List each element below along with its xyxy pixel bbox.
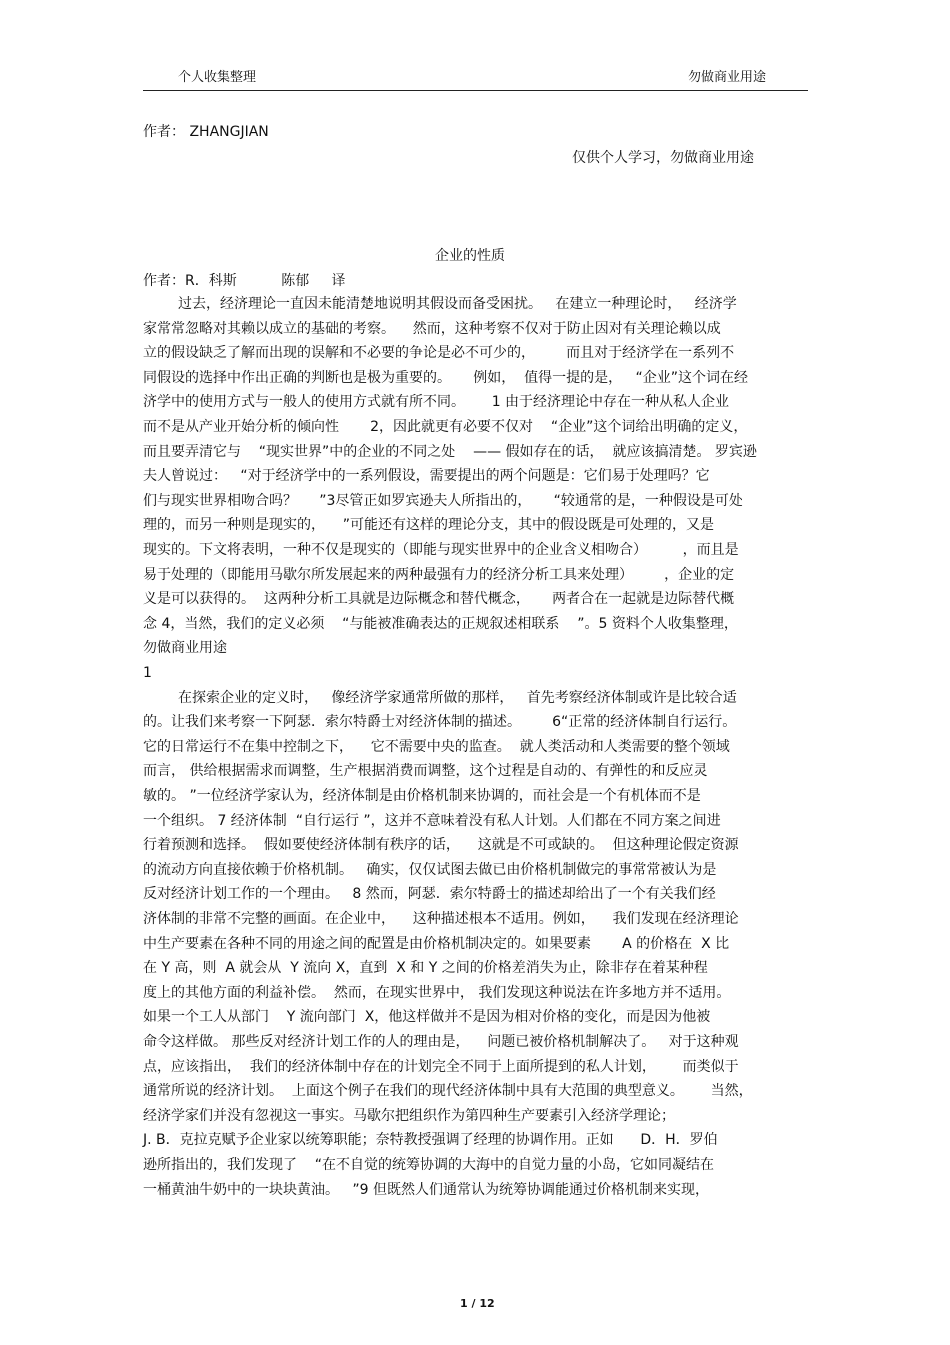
body-line: 1 bbox=[143, 665, 152, 681]
body-line: 行着预测和选择。 假如要使经济体制有秩序的话， 这就是不可或缺的。 但这种理论假定资源 bbox=[143, 837, 739, 854]
body-line: 如果一个工人从部门 Y 流向部门 X，他这样做并不是因为相对价格的变化，而是因为他被 bbox=[143, 1009, 711, 1026]
body-line: 立的假设缺乏了解而出现的误解和不必要的争论是必不可少的， 而且对于经济学在一系列不 bbox=[143, 345, 735, 362]
body-line: 点，应该指出， 我们的经济体制中存在的计划完全不同于上面所提到的私人计划， 而类似于 bbox=[143, 1058, 739, 1075]
body-line: 济体制的非常不完整的画面。在企业中， 这种描述根本不适用。例如， 我们发现在经济理论 bbox=[143, 911, 739, 927]
body-line: 度上的其他方面的利益补偿。 然而，在现实世界中， 我们发现这种说法在许多地方并不适用。 bbox=[143, 984, 731, 1001]
body-line: 济学中的使用方式与一般人的使用方式就有所不同。 1 由于经济理论中存在一种从私人企业 bbox=[143, 394, 730, 411]
header-rule bbox=[143, 90, 808, 91]
body-line: J. B．克拉克赋予企业家以统筹职能；奈特教授强调了经理的协调作用。正如 D．H．罗伯 bbox=[143, 1132, 718, 1149]
body-line: 们与现实世界相吻合吗？ ”3尽管正如罗宾逊夫人所指出的， “较通常的是，一种假设是可处 bbox=[143, 492, 743, 509]
body-line: 在探索企业的定义时， 像经济学家通常所做的那样， 首先考察经济体制或许是比较合适 bbox=[178, 689, 737, 706]
body-line: 夫人曾说过： “对于经济学中的一系列假设，需要提出的两个问题是：它们易于处理吗？它 bbox=[143, 468, 710, 485]
body-line: 而且要弄清它与 “现实世界”中的企业的不同之处 —— 假如存在的话， 就应该搞清楚。 罗宾逊 bbox=[143, 443, 757, 460]
body-line: 的。让我们来考察一下阿瑟．索尔特爵士对经济体制的描述。 6“正常的经济体制自行运行。 bbox=[143, 714, 737, 731]
page-number: 1 / 12 bbox=[460, 1297, 495, 1310]
body-line: 勿做商业用途 bbox=[143, 640, 227, 657]
body-line: 命令这样做。 那些反对经济计划工作的人的理由是， 问题已被价格机制解决了。 对于这种观 bbox=[143, 1034, 739, 1050]
body-line: 而不是从产业开始分析的倾向性 2，因此就更有必要不仅对 “企业”这个词给出明确的定义， bbox=[143, 419, 748, 435]
body-line: 念 4，当然，我们的定义必须 “与能被准确表达的正规叙述相联系 ”。5 资料个人收集整理， bbox=[143, 615, 738, 632]
body-line: 同假设的选择中作出正确的判断也是极为重要的。 例如， 值得一提的是， “企业”这个词在经 bbox=[143, 369, 749, 386]
body-line: 过去，经济理论一直因未能清楚地说明其假设而备受困扰。 在建立一种理论时， 经济学 bbox=[178, 296, 737, 312]
body-line: 敏的。 ”一位经济学家认为，经济体制是由价格机制来协调的，而社会是一个有机体而不是 bbox=[143, 788, 701, 804]
body-line: 义是可以获得的。 这两种分析工具就是边际概念和替代概念， 两者合在一起就是边际替代概 bbox=[143, 591, 735, 608]
author-line: 作者： ZHANGJIAN bbox=[143, 124, 269, 140]
usage-notice: 仅供个人学习，勿做商业用途 bbox=[572, 150, 754, 166]
header-right: 勿做商业用途 bbox=[688, 70, 767, 85]
body-line: 家常常忽略对其赖以成立的基础的考察。 然而，这种考察不仅对于防止因对有关理论赖以成 bbox=[143, 320, 721, 337]
body-line: 一个组织。 7 经济体制 “自行运行 ”，这并不意味着没有私人计划。人们都在不同方案之间进 bbox=[143, 812, 721, 829]
body-line: 而言， 供给根据需求而调整，生产根据消费而调整，这个过程是自动的、有弹性的和反应灵 bbox=[143, 763, 708, 780]
body-line: 经济学家们并没有忽视这一事实。马歇尔把组织作为第四种生产要素引入经济学理论； bbox=[143, 1107, 675, 1124]
article-byline: 作者：R．科斯 陈郁 译 bbox=[143, 273, 346, 289]
body-line: 易于处理的（即能用马歇尔所发展起来的两种最强有力的经济分析工具来处理） ，企业的定 bbox=[143, 566, 735, 583]
body-line: 一桶黄油牛奶中的一块块黄油。 ”9 但既然人们通常认为统筹协调能通过价格机制来实现， bbox=[143, 1181, 709, 1198]
body-line: 通常所说的经济计划。 上面这个例子在我们的现代经济体制中具有大范围的典型意义。 当然， bbox=[143, 1083, 753, 1100]
body-line: 现实的。下文将表明，一种不仅是现实的（即能与现实世界中的企业含义相吻合） ，而且是 bbox=[143, 542, 739, 558]
article-title: 企业的性质 bbox=[435, 248, 505, 264]
body-line: 它的日常运行不在集中控制之下， 它不需要中央的监查。 就人类活动和人类需要的整个领域 bbox=[143, 738, 730, 755]
body-line: 中生产要素在各种不同的用途之间的配置是由价格机制决定的。如果要素 A 的价格在 X 比 bbox=[143, 935, 730, 952]
body-line: 理的，而另一种则是现实的， ”可能还有这样的理论分支，其中的假设既是可处理的，又是 bbox=[143, 517, 715, 534]
body-line: 的流动方向直接依赖于价格机制。 确实，仅仅试图去做已由价格机制做完的事常常被认为是 bbox=[143, 861, 717, 878]
body-line: 逊所指出的，我们发现了 “在不自觉的统筹协调的大海中的自觉力量的小岛，它如同凝结在 bbox=[143, 1157, 715, 1173]
body-line: 反对经济计划工作的一个理由。 8 然而，阿瑟．索尔特爵士的描述却给出了一个有关我们经 bbox=[143, 886, 716, 903]
header-left: 个人收集整理 bbox=[178, 70, 257, 85]
body-line: 在 Y 高，则 A 就会从 Y 流向 X，直到 X 和 Y 之间的价格差消失为止，除非存在着某种程 bbox=[143, 960, 708, 977]
